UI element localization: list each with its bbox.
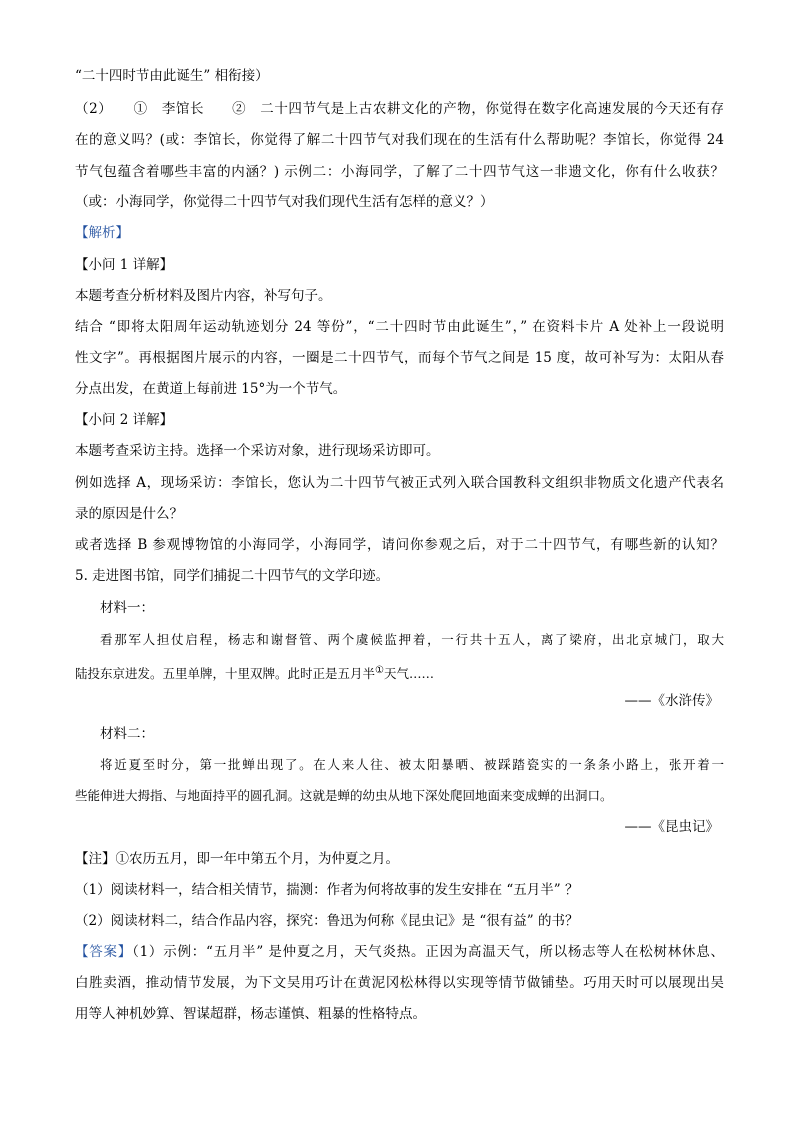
- material-two-label: 材料二：: [100, 726, 154, 742]
- text-line: “二十四时节由此诞生” 相衔接）: [75, 68, 269, 84]
- question-5-1: （1）阅读材料一，结合相关情节，揣测：作者为何将故事的发生安排在 “五月半” ？: [75, 882, 579, 898]
- text-line: 例如选择 A，现场采访：李馆长，您认为二十四节气被正式列入联合国教科文组织非物质文化遗产代表名: [75, 475, 724, 491]
- text-line: 分点出发，在黄道上每前进 15°为一个节气。: [75, 381, 347, 397]
- text-line: 录的原因是什么？: [75, 506, 183, 522]
- text-line: 或者选择 B 参观博物馆的小海同学，小海同学，请问你参观之后，对于二十四节气，有哪些新的认知？: [75, 537, 724, 553]
- text-line: 在的意义吗？(或：李馆长，你觉得了解二十四节气对我们现在的生活有什么帮助呢？李馆长，你觉得 24: [75, 132, 724, 148]
- material-two-text: 将近夏至时分，第一批蝉出现了。在人来人往、被太阳暴晒、被踩踏瓷实的一条条小路上，张开着一: [100, 757, 724, 772]
- question-5-title: 5. 走进图书馆，同学们捕捉二十四节气的文学印迹。: [75, 568, 390, 584]
- text-line: 用等人神机妙算、智谋超群，杨志谨慎、粗暴的性格特点。: [75, 1006, 426, 1022]
- material-one-label: 材料一：: [100, 600, 154, 616]
- material-one-text: 看那军人担仗启程，杨志和谢督管、两个虞候监押着，一行共十五人，离了梁府，出北京城门，取大: [100, 632, 724, 647]
- text-line: 本题考查采访主持。选择一个采访对象，进行现场采访即可。: [75, 443, 440, 459]
- text-line: 结合 “即将太阳周年运动轨迹划分 24 等份”，“二十四时节由此诞生”，” 在资料卡片 A 处补上一段说明: [75, 319, 724, 335]
- material-two-text: 些能伸进大拇指、与地面持平的圆孔洞。这就是蝉的幼虫从地下深处爬回地面来变成蝉的出洞口。: [75, 788, 613, 803]
- text-line: 节气包蕴含着哪些丰富的内涵？) 示例二：小海同学，了解了二十四节气这一非遗文化，你有什么收获？: [75, 164, 724, 180]
- footnote: 【注】①农历五月，即一年中第五个月，为仲夏之月。: [75, 851, 399, 867]
- text-line: （2） ① 李馆长 ② 二十四节气是上古农耕文化的产物，你觉得在数字化高速发展的今天还有存: [75, 101, 724, 117]
- material-one-text: 陆投东京进发。五里单牌，十里双牌。此时正是五月半①天气……: [75, 665, 434, 682]
- question-5-2: （2）阅读材料二，结合作品内容，探究：鲁迅为何称《昆虫记》是 “很有益” 的书？: [75, 913, 579, 929]
- text-line: 本题考查分析材料及图片内容，补写句子。: [75, 288, 332, 304]
- footnote-marker: ①: [375, 665, 384, 676]
- text-line: 性文字”。再根据图片展示的内容，一圈是二十四节气，而每个节气之间是 15 度，故可补写为：太阳从春: [75, 350, 724, 366]
- text-line: （或：小海同学，你觉得二十四节气对我们现代生活有怎样的意义？）: [75, 194, 494, 210]
- section-heading-analysis: 【解析】: [75, 225, 129, 241]
- source-water-margin: ——《水浒传》: [624, 693, 719, 709]
- text-line: 白胜卖酒，推动情节发展，为下文吴用巧计在黄泥冈松林得以实现等情节做铺垫。巧用天时可以展现出吴: [75, 975, 724, 991]
- subquestion-heading-2: 【小问 2 详解】: [75, 412, 174, 428]
- answer-line: 【答案】（1）示例：“五月半” 是仲夏之月，天气炎热。正因为高温天气，所以杨志等人在松树林休息、: [75, 944, 725, 960]
- subquestion-heading-1: 【小问 1 详解】: [75, 257, 174, 273]
- answer-label: 【答案】: [75, 944, 133, 960]
- source-insect-book: ——《昆虫记》: [624, 819, 719, 835]
